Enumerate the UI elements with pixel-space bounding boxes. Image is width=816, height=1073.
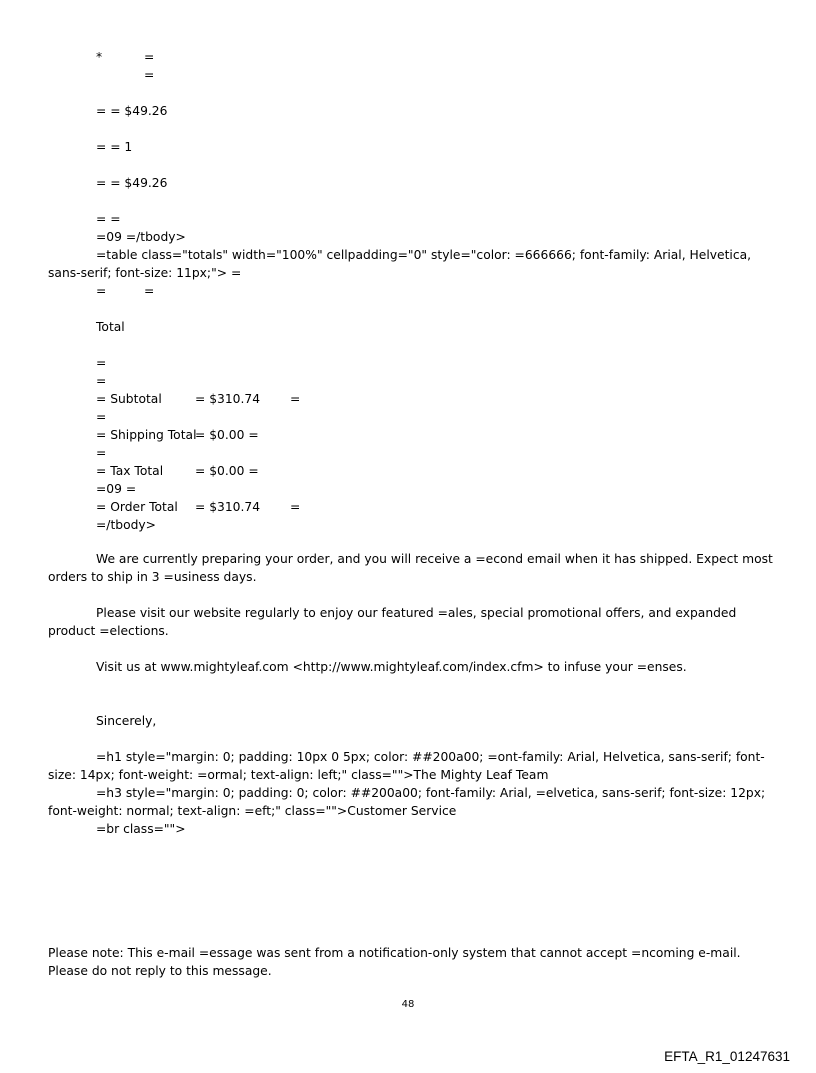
bates-number: EFTA_R1_01247631 <box>664 1049 790 1064</box>
line-tbody-close: =09 =/tbody> <box>96 230 186 244</box>
totals-subtotal-after: = <box>96 410 107 424</box>
line-item-quantity: = = 1 <box>96 140 133 154</box>
totals-tax-value: = $0.00 = <box>195 464 259 478</box>
totals-order-value: = $310.74 <box>195 500 261 514</box>
line-equals-e: = <box>96 356 107 370</box>
line-equals-d: = <box>144 284 155 298</box>
totals-shipping-label: = Shipping Total <box>96 428 197 442</box>
line-equals-a <box>144 48 154 66</box>
line-equals-pair: = = <box>96 212 121 226</box>
signature-h3-line: =h3 style="margin: 0; padding: 0; color: ##200a00; font-family: Arial, =elvetica, sans-serif; font-size: 12px; font-weight: normal; text-align: =eft;" class="">Customer Service <box>48 786 766 818</box>
signature-br-line: =br class=""> <box>96 822 186 836</box>
asterisk-text: * <box>96 50 103 64</box>
totals-subtotal-value: = $310.74 <box>195 392 261 406</box>
totals-tax-label: = Tax Total <box>96 464 164 478</box>
totals-order-after: =/tbody> <box>96 518 156 532</box>
totals-subtotal-trail: = <box>290 392 301 406</box>
totals-tax-after: =09 = <box>96 482 137 496</box>
line-table-tag: =table class="totals" width="100%" cellpadding="0" style="color: =666666; font-family: Arial, Helvetica, sans-serif; font-size: 11px;"> = <box>48 248 752 280</box>
paragraph-preparing-order: We are currently preparing your order, and you will receive a =econd email when it has shipped. Expect most orders to ship in 3 =usiness days. <box>48 552 773 584</box>
equals-text: = <box>144 50 155 64</box>
line-equals-b: = <box>144 68 155 82</box>
line-item-price: = = $49.26 <box>96 104 168 118</box>
totals-shipping-value: = $0.00 = <box>195 428 259 442</box>
totals-shipping-after: = <box>96 446 107 460</box>
page-number: 48 <box>401 999 415 1010</box>
line-asterisk <box>96 48 102 66</box>
totals-order-trail: = <box>290 500 301 514</box>
paragraph-visit-website: Please visit our website regularly to enjoy our featured =ales, special promotional offers, and expanded product =elections. <box>48 606 737 638</box>
paragraph-site-link: Visit us at www.mightyleaf.com <http://www.mightyleaf.com/index.cfm> to infuse your =enses. <box>96 660 687 674</box>
notification-note: Please note: This e-mail =essage was sent from a notification-only system that cannot accept =ncoming e-mail. Please do not reply to this message. <box>48 946 741 978</box>
line-equals-f: = <box>96 374 107 388</box>
totals-order-label: = Order Total <box>96 500 178 514</box>
line-equals-c: = <box>96 284 107 298</box>
signoff-sincerely: Sincerely, <box>96 714 157 728</box>
totals-heading: Total <box>96 320 125 334</box>
line-item-total: = = $49.26 <box>96 176 168 190</box>
signature-h1-line: =h1 style="margin: 0; padding: 10px 0 5px; color: ##200a00; =ont-family: Arial, Helvetica, sans-serif; font-size: 14px; font-weight: =ormal; text-align: left;" class="">The Mighty Leaf Team <box>48 750 765 782</box>
totals-subtotal-label: = Subtotal <box>96 392 162 406</box>
